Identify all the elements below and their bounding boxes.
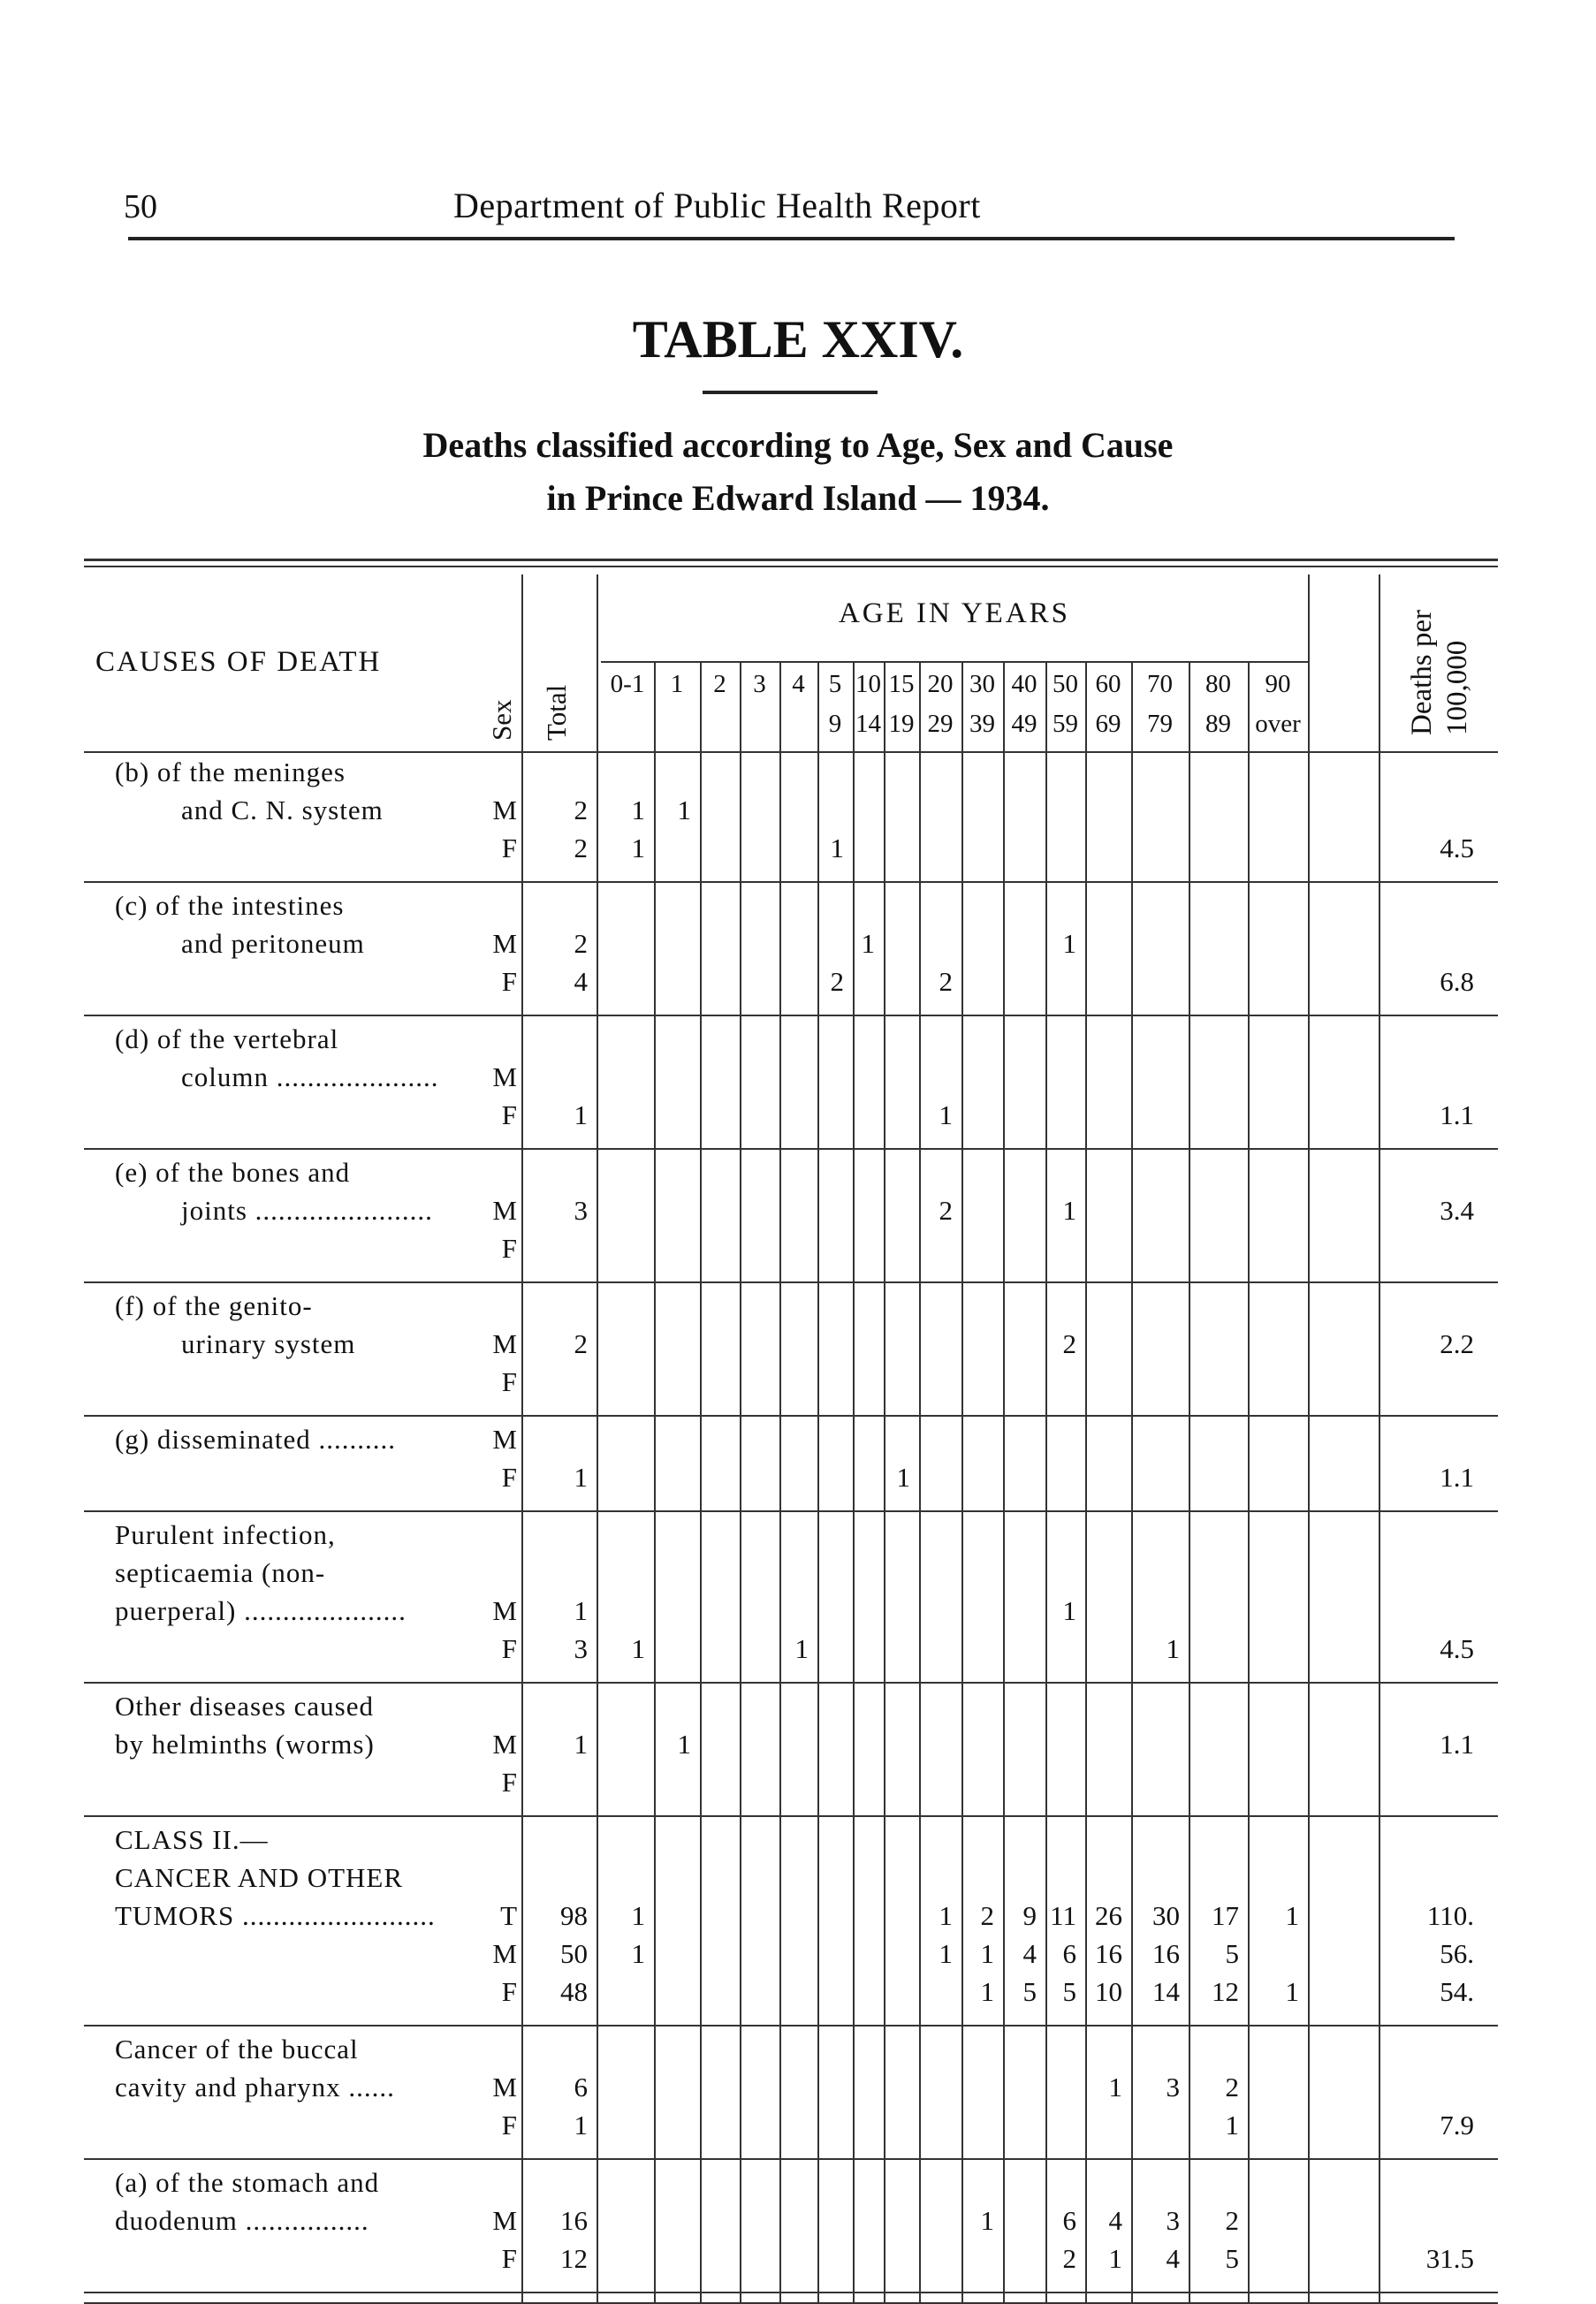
rate-3-0: 3.4 — [1440, 1195, 1474, 1226]
cause-label-7-1: by helminths (worms) — [115, 1729, 375, 1760]
column-rule-0 — [521, 574, 523, 2302]
total-6-1: 3 — [574, 1633, 588, 1664]
rate-column-header-line1: Deaths per — [1406, 609, 1438, 735]
total-8-0: 98 — [560, 1900, 588, 1931]
total-10-1: 12 — [560, 2243, 588, 2274]
total-8-1: 50 — [560, 1938, 588, 1969]
group-rule-3 — [84, 1281, 1498, 1283]
age-value-8-0-10: 9 — [1022, 1900, 1037, 1931]
age-value-6-1-4: 1 — [794, 1633, 809, 1664]
age-header-0: 0-1 — [610, 670, 645, 698]
age-value-6-1-13: 1 — [1166, 1633, 1180, 1664]
cause-label-7-0: Other diseases caused — [115, 1691, 375, 1722]
sex-0-0: M — [492, 795, 517, 825]
cause-label-6-1: septicaemia (non- — [115, 1557, 326, 1588]
rate-7-0: 1.1 — [1440, 1729, 1474, 1760]
cause-label-5-0: (g) disseminated .......... — [115, 1424, 397, 1455]
age-header-8: 20 — [927, 670, 954, 698]
group-rule-9 — [84, 2158, 1498, 2160]
total-6-0: 1 — [574, 1595, 588, 1626]
total-2-1: 1 — [574, 1099, 588, 1130]
total-1-1: 4 — [574, 966, 588, 997]
cause-label-8-2: TUMORS ......................... — [115, 1900, 436, 1931]
age-value-8-2-10: 5 — [1022, 1976, 1037, 2007]
sex-10-0: M — [492, 2205, 517, 2236]
age-value-5-1-7: 1 — [896, 1462, 910, 1493]
column-rule-1 — [597, 574, 598, 2302]
cause-label-6-2: puerperal) ..................... — [115, 1595, 407, 1626]
age-value-10-0-11: 6 — [1062, 2205, 1076, 2236]
sex-column-header: Sex — [486, 699, 517, 741]
age-value-8-0-13: 30 — [1152, 1900, 1180, 1931]
age-header-11: 50 — [1053, 670, 1078, 698]
age-value-8-0-14: 17 — [1212, 1900, 1239, 1931]
age-value-8-2-15: 1 — [1285, 1976, 1299, 2007]
total-5-1: 1 — [574, 1462, 588, 1493]
age-header-13-sub: 79 — [1147, 710, 1173, 738]
total-1-0: 2 — [574, 928, 588, 959]
sex-6-0: M — [492, 1595, 517, 1626]
cause-label-2-1: column ..................... — [181, 1061, 439, 1092]
age-header-12: 60 — [1095, 670, 1121, 698]
age-value-10-0-12: 4 — [1108, 2205, 1122, 2236]
sex-4-0: M — [492, 1328, 517, 1359]
group-rule-6 — [84, 1682, 1498, 1684]
total-9-1: 1 — [574, 2110, 588, 2141]
age-value-10-1-14: 5 — [1225, 2243, 1239, 2274]
cause-label-8-1: CANCER AND OTHER — [115, 1862, 404, 1893]
age-header-14: 80 — [1205, 670, 1231, 698]
table-subtitle-line1: Deaths classified according to Age, Sex and Cause — [422, 425, 1174, 465]
column-rule-14 — [1131, 663, 1133, 2302]
age-value-8-2-12: 10 — [1095, 1976, 1122, 2007]
age-value-0-0-0: 1 — [631, 795, 645, 825]
age-header-15-sub: over — [1255, 710, 1301, 738]
age-header-5-sub: 9 — [828, 710, 842, 738]
column-rule-8 — [884, 663, 885, 2302]
rate-4-0: 2.2 — [1440, 1328, 1474, 1359]
cause-label-3-1: joints ....................... — [181, 1195, 433, 1226]
column-rule-5 — [779, 663, 781, 2302]
group-rule-7 — [84, 1815, 1498, 1817]
age-value-8-1-0: 1 — [631, 1938, 645, 1969]
sex-2-0: M — [492, 1061, 517, 1092]
rate-8-0: 110. — [1426, 1900, 1474, 1931]
age-value-7-0-1: 1 — [677, 1729, 691, 1760]
rate-column-header-line2: 100,000 — [1441, 640, 1473, 735]
sex-8-0: T — [500, 1900, 517, 1931]
age-value-8-1-9: 1 — [980, 1938, 994, 1969]
age-value-6-0-11: 1 — [1062, 1595, 1076, 1626]
table-title: TABLE XXIV. — [632, 310, 964, 369]
age-value-1-0-6: 1 — [861, 928, 875, 959]
age-header-11-sub: 59 — [1053, 710, 1078, 738]
total-8-2: 48 — [560, 1976, 588, 2007]
age-value-9-0-14: 2 — [1225, 2072, 1239, 2102]
age-value-8-2-9: 1 — [980, 1976, 994, 2007]
age-header-13: 70 — [1147, 670, 1173, 698]
age-value-8-1-11: 6 — [1062, 1938, 1076, 1969]
age-value-8-0-9: 2 — [980, 1900, 994, 1931]
causes-of-death-header: CAUSES OF DEATH — [95, 646, 382, 678]
group-rule-8 — [84, 2025, 1498, 2026]
cause-label-1-0: (c) of the intestines — [115, 890, 345, 921]
cause-label-9-0: Cancer of the buccal — [115, 2034, 359, 2064]
total-9-0: 6 — [574, 2072, 588, 2102]
age-value-9-0-13: 3 — [1166, 2072, 1180, 2102]
age-value-8-1-8: 1 — [939, 1938, 953, 1969]
age-value-10-0-14: 2 — [1225, 2205, 1239, 2236]
cause-label-10-1: duodenum ................ — [115, 2205, 369, 2236]
table-top-rule-inner — [84, 566, 1498, 567]
cause-label-4-1: urinary system — [181, 1328, 356, 1359]
cause-label-2-0: (d) of the vertebral — [115, 1023, 339, 1054]
rate-0-1: 4.5 — [1440, 833, 1474, 863]
age-value-1-0-11: 1 — [1062, 928, 1076, 959]
rate-2-1: 1.1 — [1440, 1099, 1474, 1130]
age-header-3: 3 — [753, 670, 766, 698]
rate-8-2: 54. — [1440, 1976, 1474, 2007]
cause-label-6-0: Purulent infection, — [115, 1519, 336, 1550]
total-0-1: 2 — [574, 833, 588, 863]
sex-0-1: F — [501, 833, 517, 863]
age-value-9-1-14: 1 — [1225, 2110, 1239, 2141]
age-header-14-sub: 89 — [1205, 710, 1231, 738]
column-rule-16 — [1248, 663, 1250, 2302]
age-header-9: 30 — [969, 670, 995, 698]
column-rule-9 — [919, 663, 921, 2302]
age-header-10-sub: 49 — [1011, 710, 1037, 738]
age-header-9-sub: 39 — [969, 710, 995, 738]
cause-label-9-1: cavity and pharynx ...... — [115, 2072, 395, 2102]
age-header-10: 40 — [1011, 670, 1037, 698]
rate-6-1: 4.5 — [1440, 1633, 1474, 1664]
total-3-0: 3 — [574, 1195, 588, 1226]
sex-2-1: F — [501, 1099, 517, 1130]
sex-3-1: F — [501, 1233, 517, 1264]
header-bottom-rule — [84, 751, 1498, 753]
age-value-0-1-5: 1 — [830, 833, 844, 863]
cause-label-10-0: (a) of the stomach and — [115, 2167, 380, 2198]
column-rule-11 — [1003, 663, 1005, 2302]
age-value-3-0-11: 1 — [1062, 1195, 1076, 1226]
sex-3-0: M — [492, 1195, 517, 1226]
sex-10-1: F — [501, 2243, 517, 2274]
total-10-0: 16 — [560, 2205, 588, 2236]
age-value-8-1-10: 4 — [1022, 1938, 1037, 1969]
age-header-8-sub: 29 — [927, 710, 954, 738]
age-value-8-0-15: 1 — [1285, 1900, 1299, 1931]
age-header-15: 90 — [1265, 670, 1291, 698]
group-rule-5 — [84, 1510, 1498, 1512]
sex-7-0: M — [492, 1729, 517, 1760]
age-value-8-2-11: 5 — [1062, 1976, 1076, 2007]
sex-8-1: M — [492, 1938, 517, 1969]
cause-label-8-0: CLASS II.— — [115, 1824, 269, 1855]
cause-label-3-0: (e) of the bones and — [115, 1157, 351, 1188]
total-column-header: Total — [541, 684, 572, 741]
age-value-10-0-9: 1 — [980, 2205, 994, 2236]
age-value-3-0-8: 2 — [939, 1195, 953, 1226]
sex-9-0: M — [492, 2072, 517, 2102]
rate-10-1: 31.5 — [1425, 2243, 1474, 2274]
sex-8-2: F — [501, 1976, 517, 2007]
sex-4-1: F — [501, 1366, 517, 1397]
column-rule-10 — [961, 663, 963, 2302]
age-value-10-1-11: 2 — [1062, 2243, 1076, 2274]
age-value-8-2-14: 12 — [1212, 1976, 1239, 2007]
age-value-9-0-12: 1 — [1108, 2072, 1122, 2102]
age-value-8-2-13: 14 — [1152, 1976, 1180, 2007]
table-top-rule — [84, 559, 1498, 561]
page-number: 50 — [124, 188, 157, 225]
sex-5-1: F — [501, 1462, 517, 1493]
age-header-7-sub: 19 — [888, 710, 915, 738]
column-rule-17 — [1308, 574, 1310, 2302]
age-value-8-0-12: 26 — [1095, 1900, 1122, 1931]
sex-1-0: M — [492, 928, 517, 959]
age-value-4-0-11: 2 — [1062, 1328, 1076, 1359]
cause-label-0-0: (b) of the meninges — [115, 757, 346, 787]
age-value-10-1-12: 1 — [1108, 2243, 1122, 2274]
running-head: Department of Public Health Report — [453, 186, 981, 225]
column-rule-2 — [654, 663, 656, 2302]
age-value-10-0-13: 3 — [1166, 2205, 1180, 2236]
age-header-1: 1 — [670, 670, 684, 698]
total-7-0: 1 — [574, 1729, 588, 1760]
cause-label-0-1: and C. N. system — [181, 795, 384, 825]
age-value-8-1-12: 16 — [1095, 1938, 1122, 1969]
cause-label-4-0: (f) of the genito- — [115, 1290, 313, 1321]
sex-7-1: F — [501, 1767, 517, 1798]
total-0-0: 2 — [574, 795, 588, 825]
column-rule-15 — [1189, 663, 1190, 2302]
age-value-10-1-13: 4 — [1166, 2243, 1180, 2274]
column-rule-4 — [740, 663, 741, 2302]
rate-1-1: 6.8 — [1440, 966, 1474, 997]
age-value-8-0-0: 1 — [631, 1900, 645, 1931]
age-value-1-1-5: 2 — [830, 966, 844, 997]
age-in-years-header: AGE IN YEARS — [838, 597, 1071, 629]
age-header-4: 4 — [792, 670, 805, 698]
age-value-0-0-1: 1 — [677, 795, 691, 825]
sex-5-0: M — [492, 1424, 517, 1455]
group-rule-1 — [84, 1015, 1498, 1016]
age-value-6-1-0: 1 — [631, 1633, 645, 1664]
group-rule-0 — [84, 881, 1498, 883]
age-header-6: 10 — [855, 670, 881, 698]
cause-label-1-1: and peritoneum — [181, 928, 365, 959]
age-header-5: 5 — [828, 670, 842, 698]
column-rule-3 — [700, 663, 702, 2302]
age-value-8-0-8: 1 — [939, 1900, 953, 1931]
column-rule-6 — [817, 663, 819, 2302]
column-rule-18 — [1379, 574, 1380, 2302]
column-rule-13 — [1085, 663, 1087, 2302]
total-4-0: 2 — [574, 1328, 588, 1359]
group-rule-4 — [84, 1415, 1498, 1417]
rate-5-1: 1.1 — [1440, 1462, 1474, 1493]
age-value-8-0-11: 11 — [1050, 1900, 1076, 1931]
column-rule-7 — [853, 663, 855, 2302]
age-value-8-1-14: 5 — [1225, 1938, 1239, 1969]
age-header-12-sub: 69 — [1095, 710, 1121, 738]
table-subtitle-line2: in Prince Edward Island — 1934. — [546, 478, 1050, 518]
rate-8-1: 56. — [1440, 1938, 1474, 1969]
sex-1-1: F — [501, 966, 517, 997]
age-header-6-sub: 14 — [855, 710, 881, 738]
sex-9-1: F — [501, 2110, 517, 2141]
age-value-0-1-0: 1 — [631, 833, 645, 863]
sex-6-1: F — [501, 1633, 517, 1664]
age-value-1-1-8: 2 — [939, 966, 953, 997]
age-header-rule — [601, 661, 1308, 663]
age-value-8-1-13: 16 — [1152, 1938, 1180, 1969]
age-header-7: 15 — [888, 670, 915, 698]
group-rule-2 — [84, 1148, 1498, 1150]
rate-9-1: 7.9 — [1440, 2110, 1474, 2141]
age-value-2-1-8: 1 — [939, 1099, 953, 1130]
age-header-2: 2 — [713, 670, 726, 698]
column-rule-12 — [1045, 663, 1047, 2302]
